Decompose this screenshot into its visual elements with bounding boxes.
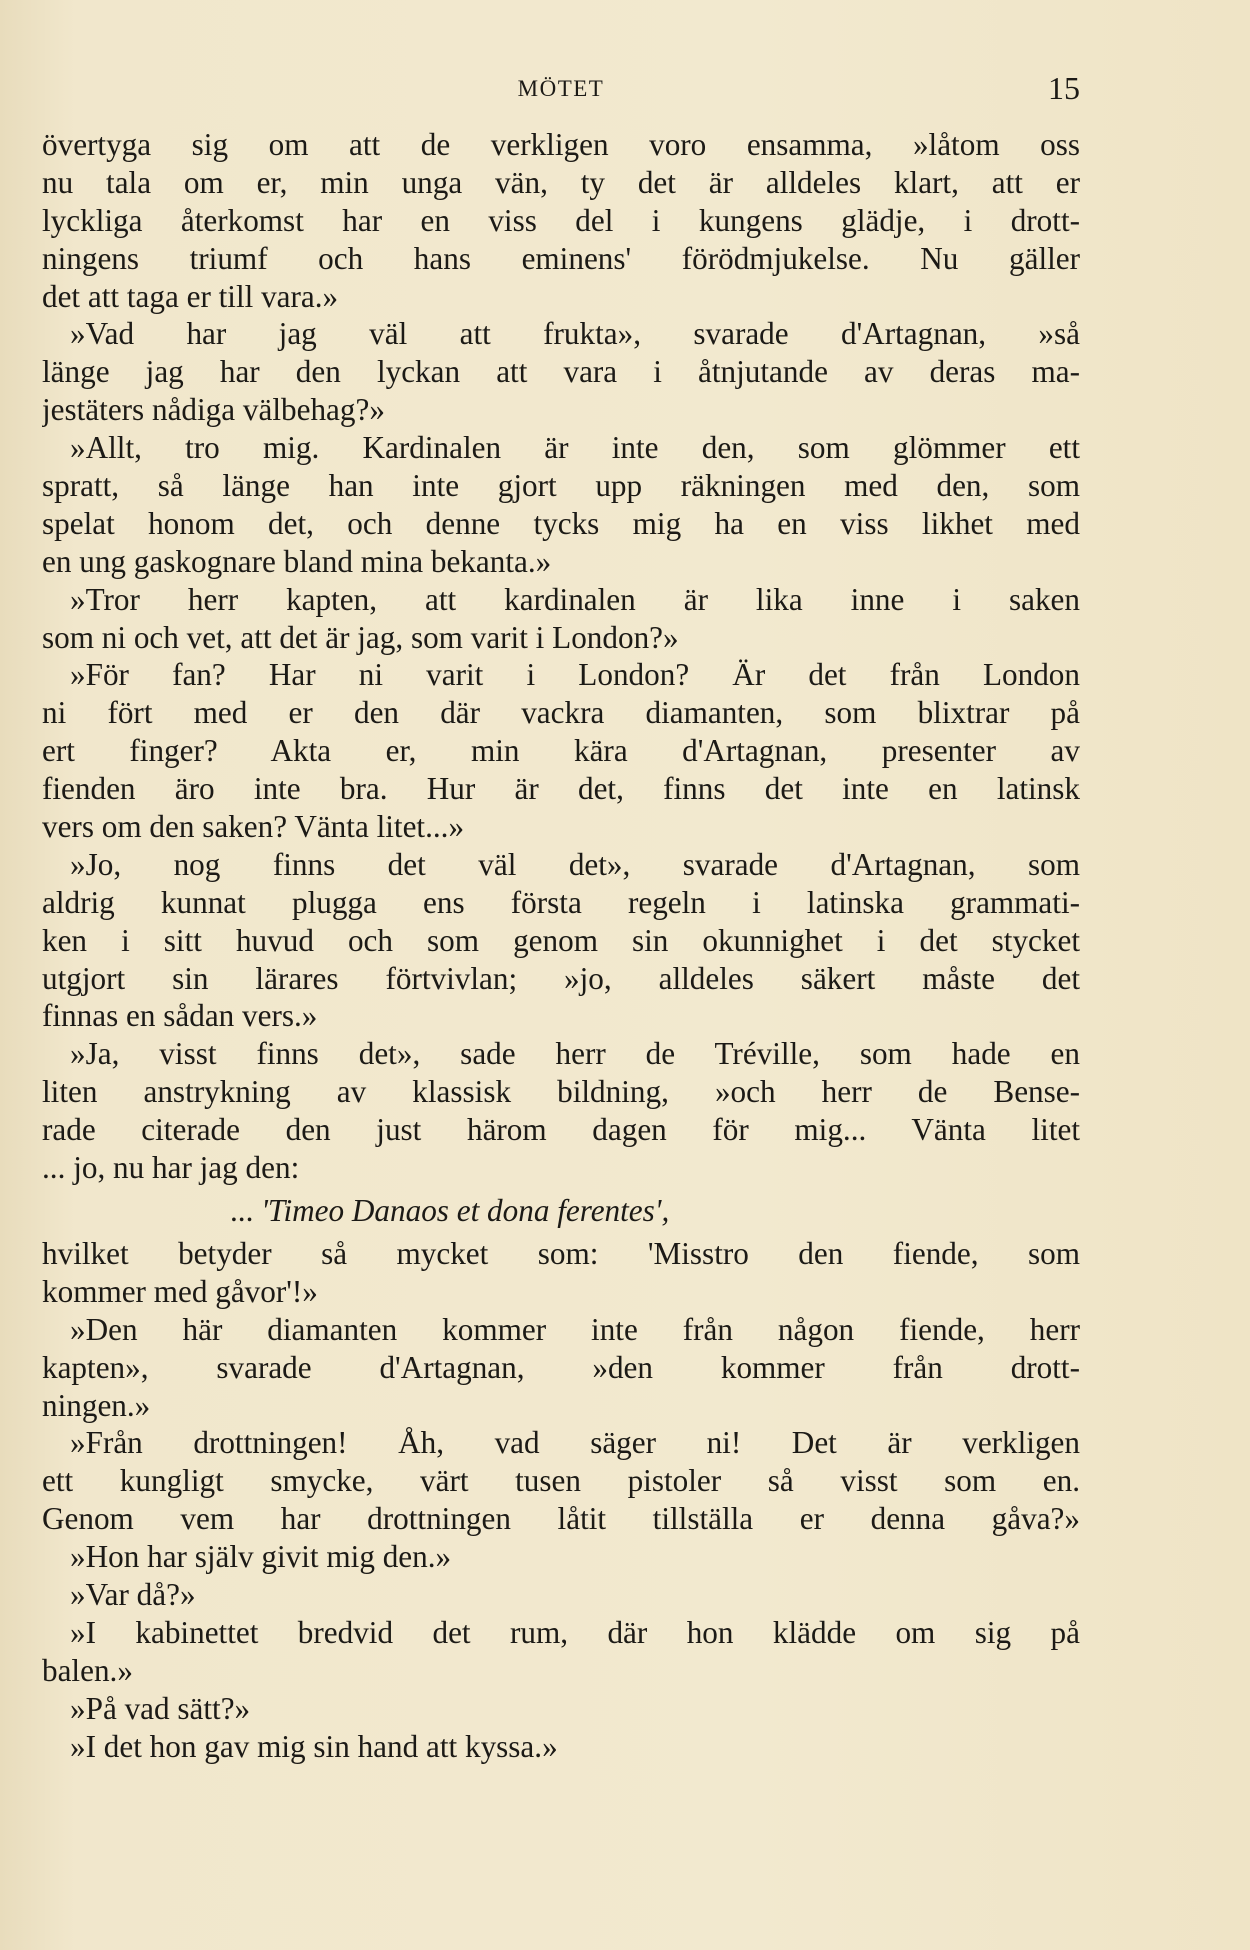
- text-line: lyckliga återkomst har en viss del i kungens glädje, i drott-: [42, 202, 1080, 238]
- running-head: MÖTET: [517, 76, 605, 101]
- text-line: ... jo, nu har jag den:: [42, 1150, 300, 1186]
- latin-verse-quote: [42, 1187, 1080, 1235]
- text-line: ningens triumf och hans eminens' förödmjukelse. Nu gäller: [42, 240, 1080, 276]
- text-line: en ung gaskognare bland mina bekanta.»: [42, 543, 552, 579]
- text-line: ningen.»: [42, 1387, 151, 1423]
- text-line: nu tala om er, min unga vän, ty det är alldeles klart, att er: [42, 164, 1080, 200]
- text-line: balen.»: [42, 1652, 133, 1688]
- text-line: fienden äro inte bra. Hur är det, finns det inte en latinsk: [42, 771, 1080, 807]
- text-line: »Vad har jag väl att frukta», svarade d'Artagnan, »så: [70, 316, 1080, 352]
- text-line: ni fört med er den där vackra diamanten, som blixtrar på: [42, 695, 1080, 731]
- text-line: rade citerade den just härom dagen för mig... Vänta litet: [42, 1112, 1080, 1148]
- text-line: det att taga er till vara.»: [42, 278, 339, 314]
- text-line: »Var då?»: [70, 1576, 196, 1612]
- text-line: spratt, så länge han inte gjort upp räkningen med den, som: [42, 468, 1080, 504]
- text-line: »I kabinettet bredvid det rum, där hon klädde om sig på: [70, 1614, 1080, 1650]
- text-line: utgjort sin lärares förtvivlan; »jo, alldeles säkert måste det: [42, 960, 1080, 996]
- page-header: [42, 70, 1080, 114]
- text-line: ert finger? Akta er, min kära d'Artagnan, presenter av: [42, 733, 1080, 769]
- verse-text: 'Timeo Danaos et dona ferentes',: [261, 1192, 670, 1228]
- page-number: 15: [1048, 70, 1080, 106]
- text-line: kommer med gåvor'!»: [42, 1273, 318, 1309]
- text-line: Genom vem har drottningen låtit tillställa er denna gåva?»: [42, 1501, 1080, 1537]
- text-line: hvilket betyder så mycket som: 'Misstro den fiende, som: [42, 1235, 1080, 1271]
- text-line: »Hon har själv givit mig den.»: [70, 1539, 452, 1575]
- text-line: spelat honom det, och denne tycks mig ha en viss likhet med: [42, 505, 1080, 541]
- text-line: vers om den saken? Vänta litet...»: [42, 809, 465, 845]
- text-line: liten anstrykning av klassisk bildning, »och herr de Bense-: [42, 1074, 1080, 1110]
- text-line: »För fan? Har ni varit i London? Är det från London: [70, 657, 1080, 693]
- text-line: ken i sitt huvud och som genom sin okunnighet i det stycket: [42, 922, 1080, 958]
- text-line: »Ja, visst finns det», sade herr de Tréville, som hade en: [70, 1036, 1080, 1072]
- verse-ellipsis: ...: [230, 1192, 254, 1228]
- text-line: finnas en sådan vers.»: [42, 998, 318, 1034]
- text-line: »Från drottningen! Åh, vad säger ni! Det är verkligen: [70, 1425, 1080, 1461]
- text-line: »I det hon gav mig sin hand att kyssa.»: [70, 1728, 558, 1764]
- text-line: »Tror herr kapten, att kardinalen är lika inne i saken: [70, 581, 1080, 617]
- text-line: länge jag har den lyckan att vara i åtnjutande av deras ma-: [42, 354, 1080, 390]
- text-line: »På vad sätt?»: [70, 1690, 251, 1726]
- text-line: ett kungligt smycke, värt tusen pistoler så visst som en.: [42, 1463, 1080, 1499]
- text-line: som ni och vet, att det är jag, som varit i London?»: [42, 619, 679, 655]
- text-line: aldrig kunnat plugga ens första regeln i latinska grammati-: [42, 884, 1080, 920]
- text-line: »Jo, nog finns det väl det», svarade d'Artagnan, som: [70, 846, 1080, 882]
- text-line: kapten», svarade d'Artagnan, »den kommer från drott-: [42, 1349, 1080, 1385]
- text-line: jestäters nådiga välbehag?»: [42, 392, 385, 428]
- body-text: [42, 126, 1080, 1765]
- text-line: övertyga sig om att de verkligen voro ensamma, »låtom oss: [42, 127, 1080, 162]
- text-line: »Den här diamanten kommer inte från någon fiende, herr: [70, 1311, 1080, 1347]
- text-line: »Allt, tro mig. Kardinalen är inte den, som glömmer ett: [70, 430, 1080, 466]
